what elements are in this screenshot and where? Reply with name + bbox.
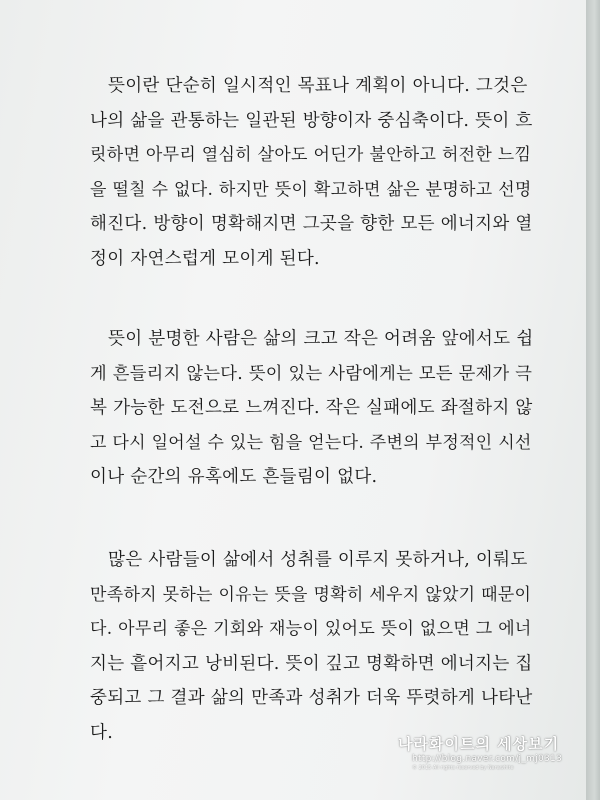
paragraph-2: [90, 322, 534, 495]
paragraph-line: 고 다시 일어설 수 있는 힘을 얻는다. 주변의 부정적인 시선: [90, 432, 532, 453]
blog-watermark: [398, 735, 588, 772]
paragraph-line: 지는 흩어지고 낭비된다. 뜻이 깊고 명확하면 에너지는 집: [90, 653, 533, 674]
paragraph-line: 많은 사람들이 삶에서 성취를 이루지 못하거나, 이뤄도: [108, 550, 528, 570]
watermark-title: 나라화이트의 세상보기: [398, 735, 560, 753]
paragraph-line: 을 떨칠 수 없다. 하지만 뜻이 확고하면 삶은 분명하고 선명: [90, 179, 532, 200]
paragraph-line: 만족하지 못하는 이유는 뜻을 명확히 세우지 않았기 때문이: [90, 584, 532, 605]
watermark-copyright: © 2015 All rights reserved by Narawhite: [412, 765, 514, 771]
paragraph-line: 중되고 그 결과 삶의 만족과 성취가 더욱 뚜렷하게 나타난: [90, 688, 533, 708]
paragraph-line: 이나 순간의 유혹에도 흔들림이 없다.: [90, 467, 378, 487]
paragraph-line: 복 가능한 도전으로 느껴진다. 작은 실패에도 좌절하지 않: [90, 398, 533, 418]
paragraph-line: 뜻이 분명한 사람은 삶의 크고 작은 어려움 앞에서도 쉽: [108, 329, 534, 349]
paragraph-line: 릿하면 아무리 열심히 살아도 어딘가 불안하고 허전한 느낌: [90, 145, 532, 165]
paragraph-line: 다. 아무리 좋은 기회와 재능이 있어도 뜻이 없으면 그 에너: [90, 619, 532, 639]
paragraph-line: 나의 삶을 관통하는 일관된 방향이자 중심축이다. 뜻이 흐: [90, 110, 533, 131]
book-page-edge: [586, 0, 600, 800]
watermark-url: http://blog.naver.com/j_mj0313: [412, 754, 563, 764]
paragraph-line: 정이 자연스럽게 모이게 된다.: [90, 248, 320, 269]
paragraph-1: [90, 69, 533, 276]
paragraph-line: 다.: [90, 722, 114, 743]
paragraph-line: 게 흔들리지 않는다. 뜻이 있는 사람에게는 모든 문제가 극: [90, 363, 533, 384]
paragraph-3: [90, 543, 533, 750]
paragraph-line: 뜻이란 단순히 일시적인 목표나 계획이 아니다. 그것은: [108, 76, 528, 96]
paragraph-line: 해진다. 방향이 명확해지면 그곳을 향한 모든 에너지와 열: [90, 214, 533, 234]
